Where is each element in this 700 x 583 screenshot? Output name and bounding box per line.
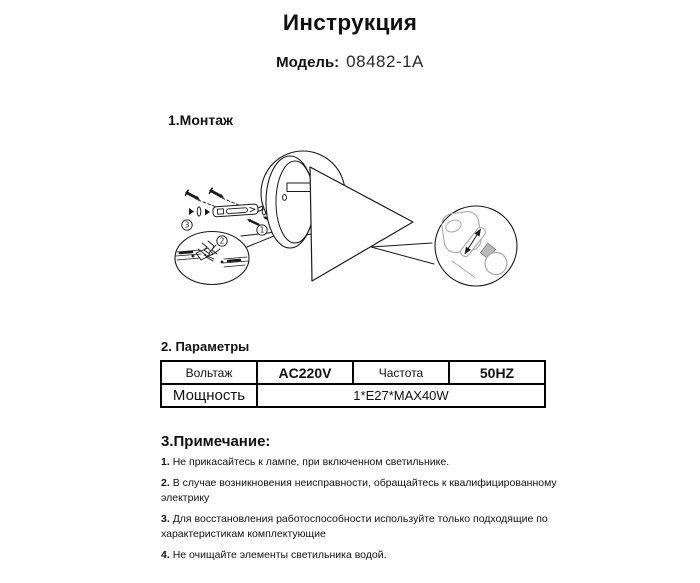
step-marker-2 xyxy=(217,236,227,246)
bulb-detail-circle xyxy=(435,206,517,286)
note-text: Не прикасайтесь к лампе, при включенном светильнике. xyxy=(172,456,450,468)
bulb-callout-lines xyxy=(371,243,434,264)
montage-heading: 1.Монтаж xyxy=(168,112,233,128)
model-label: Модель: xyxy=(276,54,340,71)
mounting-bracket xyxy=(213,204,259,217)
step-marker-1 xyxy=(257,225,267,235)
note-text: Не очищайте элементы светильника водой. xyxy=(172,549,387,561)
montage-diagram xyxy=(160,135,540,335)
notes-heading: 3.Примечание: xyxy=(161,433,271,450)
frequency-label: Частота xyxy=(353,361,449,384)
note-item-2 xyxy=(161,476,597,506)
fastener-arrows-left xyxy=(189,207,210,216)
voltage-label: Вольтаж xyxy=(161,361,257,384)
notes-list xyxy=(161,455,597,569)
svg-text:1: 1 xyxy=(259,225,265,235)
note-number: 1. xyxy=(161,456,170,468)
svg-text:2: 2 xyxy=(219,236,225,246)
frequency-value: 50HZ xyxy=(449,361,545,384)
step-marker-3 xyxy=(182,220,192,230)
screw-icon xyxy=(210,188,241,206)
power-label: Мощность xyxy=(161,384,257,407)
svg-text:3: 3 xyxy=(184,220,190,230)
note-text: В случае возникновения неисправности, обращайтесь к квалифицированному электрику xyxy=(161,477,557,504)
table-row xyxy=(161,384,545,407)
note-item-4 xyxy=(161,548,597,563)
note-number: 3. xyxy=(161,513,170,525)
model-line xyxy=(0,52,700,72)
parameters-table xyxy=(160,360,546,408)
note-item-1 xyxy=(161,455,597,470)
note-text: Для восстановления работоспособности используйте только подходящие по характеристикам комплектующие xyxy=(161,513,548,540)
note-number: 4. xyxy=(161,549,170,561)
model-number: 08482-1A xyxy=(346,52,424,71)
table-row xyxy=(161,361,545,384)
voltage-value: AC220V xyxy=(257,361,353,384)
parameters-heading: 2. Параметры xyxy=(161,339,250,354)
power-value: 1*E27*MAX40W xyxy=(257,384,545,407)
note-number: 2. xyxy=(161,477,170,489)
lamp-cone xyxy=(310,167,413,281)
page-title: Инструкция xyxy=(282,10,418,35)
light-bulb xyxy=(485,253,507,275)
note-item-3 xyxy=(161,512,597,542)
wiring-detail-circle xyxy=(175,232,249,285)
